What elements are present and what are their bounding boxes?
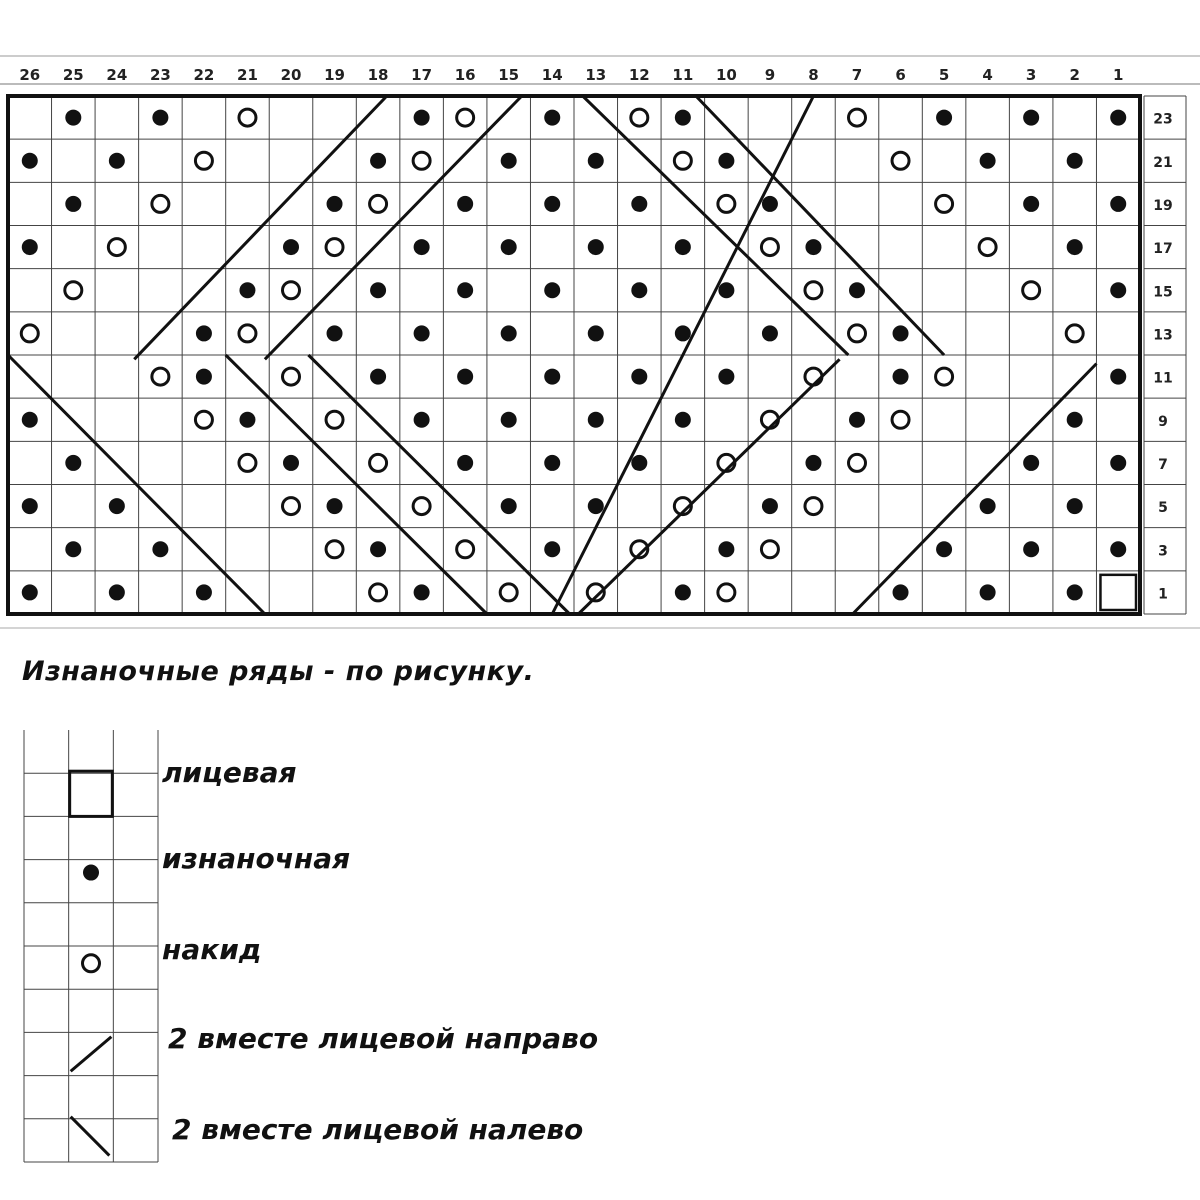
purl-dot — [631, 196, 647, 212]
yarn-over-circle — [239, 109, 256, 126]
yarn-over-circle — [761, 239, 778, 256]
purl-dot — [718, 541, 734, 557]
purl-dot — [22, 412, 38, 428]
purl-dot — [1067, 239, 1083, 255]
yarn-over-circle — [718, 195, 735, 212]
legend-label-yo: накид — [162, 933, 262, 966]
column-number: 24 — [106, 66, 128, 84]
purl-dot — [457, 282, 473, 298]
column-number: 13 — [585, 66, 607, 84]
purl-dot — [1110, 455, 1126, 471]
purl-dot — [501, 412, 517, 428]
row-number: 3 — [1158, 543, 1168, 560]
purl-dot — [109, 584, 125, 600]
purl-dot — [1023, 196, 1039, 212]
column-number: 23 — [149, 66, 171, 84]
column-number: 2 — [1069, 66, 1080, 84]
column-number: 11 — [672, 66, 694, 84]
decrease-diagonal — [265, 96, 522, 359]
purl-dot — [588, 239, 604, 255]
purl-dot — [588, 498, 604, 514]
purl-dot — [196, 584, 212, 600]
purl-dot — [631, 369, 647, 385]
yarn-over-circle — [152, 195, 169, 212]
yarn-over-circle — [108, 239, 125, 256]
purl-dot — [1110, 541, 1126, 557]
purl-dot — [327, 196, 343, 212]
purl-dot — [544, 110, 560, 126]
yarn-over-circle — [239, 325, 256, 342]
yarn-over-circle — [805, 368, 822, 385]
purl-dot — [1067, 498, 1083, 514]
purl-dot — [1110, 282, 1126, 298]
yarn-over-circle — [892, 152, 909, 169]
purl-dot — [327, 325, 343, 341]
purl-dot — [544, 455, 560, 471]
column-number: 18 — [367, 66, 389, 84]
purl-dot — [936, 110, 952, 126]
purl-dot — [414, 110, 430, 126]
legend-label-k2tog: 2 вместе лицевой направо — [168, 1022, 599, 1055]
purl-dot — [849, 412, 865, 428]
purl-dot — [718, 282, 734, 298]
column-number: 7 — [851, 66, 863, 84]
purl-dot — [1067, 412, 1083, 428]
yarn-over-circle — [979, 239, 996, 256]
purl-dot — [457, 369, 473, 385]
yarn-over-circle — [457, 109, 474, 126]
yarn-over-circle — [413, 152, 430, 169]
yarn-over-circle — [849, 109, 866, 126]
purl-dot — [501, 498, 517, 514]
row-number: 5 — [1158, 500, 1168, 517]
yarn-over-circle — [21, 325, 38, 342]
purl-dot — [980, 498, 996, 514]
purl-dot — [414, 584, 430, 600]
purl-dot — [414, 412, 430, 428]
column-number: 19 — [324, 66, 345, 84]
purl-dot — [849, 282, 865, 298]
purl-dot — [980, 584, 996, 600]
column-number: 26 — [19, 66, 41, 84]
purl-dot — [936, 541, 952, 557]
column-number: 10 — [715, 66, 737, 84]
yarn-over-circle — [413, 498, 430, 515]
row-number: 15 — [1153, 284, 1173, 301]
purl-dot — [239, 412, 255, 428]
column-number: 8 — [808, 66, 819, 84]
purl-dot — [631, 455, 647, 471]
purl-dot — [501, 325, 517, 341]
purl-dot — [22, 498, 38, 514]
row-number: 7 — [1158, 456, 1168, 473]
purl-dot — [544, 369, 560, 385]
column-number: 15 — [498, 66, 520, 84]
purl-dot — [893, 369, 909, 385]
purl-dot — [1023, 110, 1039, 126]
row-number: 1 — [1158, 586, 1168, 603]
row-number: 23 — [1153, 111, 1173, 128]
purl-dot — [370, 541, 386, 557]
yarn-over-circle — [761, 541, 778, 558]
yarn-over-circle — [936, 368, 953, 385]
column-number: 6 — [895, 66, 906, 84]
row-number: 13 — [1153, 327, 1173, 344]
column-number: 3 — [1025, 66, 1037, 84]
yarn-over-circle — [805, 498, 822, 515]
purl-dot — [805, 455, 821, 471]
yarn-over-circle — [500, 584, 517, 601]
row-number: 11 — [1153, 370, 1173, 387]
purl-dot — [675, 412, 691, 428]
purl-dot — [762, 498, 778, 514]
yarn-over-circle — [65, 282, 82, 299]
purl-dot — [196, 369, 212, 385]
purl-dot — [414, 325, 430, 341]
purl-dot — [283, 239, 299, 255]
purl-dot — [544, 282, 560, 298]
column-number: 1 — [1113, 66, 1124, 84]
purl-dot — [588, 325, 604, 341]
purl-dot — [22, 584, 38, 600]
slash-left-icon — [71, 1117, 110, 1156]
legend-label-ssk: 2 вместе лицевой налево — [172, 1113, 584, 1146]
purl-dot — [370, 369, 386, 385]
purl-dot — [327, 498, 343, 514]
yarn-over-circle — [239, 454, 256, 471]
decrease-diagonal — [853, 364, 1097, 614]
column-number: 20 — [280, 66, 302, 84]
purl-dot — [675, 584, 691, 600]
purl-dot — [1110, 110, 1126, 126]
decrease-diagonal — [134, 96, 387, 359]
column-number: 25 — [62, 66, 84, 84]
purl-dot — [501, 153, 517, 169]
purl-dot — [65, 455, 81, 471]
purl-dot — [1023, 455, 1039, 471]
column-number: 22 — [193, 66, 215, 84]
column-number: 17 — [411, 66, 433, 84]
purl-dot — [544, 541, 560, 557]
purl-dot — [1023, 541, 1039, 557]
yarn-over-circle — [152, 368, 169, 385]
purl-dot — [370, 153, 386, 169]
column-number: 21 — [237, 66, 258, 84]
row-number: 21 — [1153, 154, 1173, 171]
purl-dot — [1110, 369, 1126, 385]
purl-dot — [283, 455, 299, 471]
purl-dot — [196, 325, 212, 341]
yarn-over-circle — [457, 541, 474, 558]
purl-dot — [544, 196, 560, 212]
wrong-side-note: Изнаночные ряды - по рисунку. — [22, 656, 535, 687]
column-number: 12 — [628, 66, 650, 84]
purl-dot — [805, 239, 821, 255]
purl-dot — [370, 282, 386, 298]
yarn-over-circle — [326, 541, 343, 558]
legend-label-knit: лицевая — [162, 756, 297, 789]
yarn-over-circle — [195, 411, 212, 428]
yarn-over-circle — [892, 411, 909, 428]
purl-dot — [893, 584, 909, 600]
purl-dot — [501, 239, 517, 255]
purl-dot — [1067, 153, 1083, 169]
purl-dot — [457, 455, 473, 471]
purl-dot — [109, 498, 125, 514]
yarn-over-circle — [283, 498, 300, 515]
purl-dot — [152, 541, 168, 557]
purl-dot — [1110, 196, 1126, 212]
yarn-over-circle — [631, 109, 648, 126]
yarn-over-circle — [805, 282, 822, 299]
knit-square — [1100, 575, 1136, 610]
purl-dot — [762, 196, 778, 212]
yarn-over-circle — [1023, 282, 1040, 299]
row-number: 17 — [1153, 241, 1173, 258]
column-number: 9 — [764, 66, 776, 84]
yarn-over-circle — [326, 239, 343, 256]
purl-dot — [675, 239, 691, 255]
yarn-over-circle — [283, 368, 300, 385]
purl-dot — [22, 153, 38, 169]
purl-dot — [675, 325, 691, 341]
purl-dot — [414, 239, 430, 255]
purl-dot — [109, 153, 125, 169]
purl-dot — [675, 110, 691, 126]
purl-dot — [152, 110, 168, 126]
yarn-over-circle — [370, 454, 387, 471]
yarn-over-circle — [718, 584, 735, 601]
filled-dot-icon — [83, 865, 99, 881]
purl-dot — [239, 282, 255, 298]
yarn-over-circle — [370, 195, 387, 212]
legend-label-purl: изнаночная — [162, 842, 351, 875]
yarn-over-circle — [326, 411, 343, 428]
yarn-over-circle — [674, 152, 691, 169]
purl-dot — [980, 153, 996, 169]
row-number: 19 — [1153, 197, 1173, 214]
yarn-over-circle — [195, 152, 212, 169]
purl-dot — [588, 153, 604, 169]
column-number: 4 — [982, 66, 993, 84]
purl-dot — [457, 196, 473, 212]
purl-dot — [893, 325, 909, 341]
purl-dot — [65, 541, 81, 557]
column-number: 16 — [454, 66, 476, 84]
yarn-over-circle — [849, 325, 866, 342]
purl-dot — [588, 412, 604, 428]
purl-dot — [22, 239, 38, 255]
column-number: 5 — [938, 66, 950, 84]
purl-dot — [65, 110, 81, 126]
yarn-over-circle — [849, 454, 866, 471]
open-circle-icon — [83, 955, 100, 972]
purl-dot — [1067, 584, 1083, 600]
yarn-over-circle — [936, 195, 953, 212]
row-number: 9 — [1158, 413, 1168, 430]
purl-dot — [718, 153, 734, 169]
purl-dot — [718, 369, 734, 385]
yarn-over-circle — [370, 584, 387, 601]
yarn-over-circle — [1066, 325, 1083, 342]
purl-dot — [65, 196, 81, 212]
yarn-over-circle — [283, 282, 300, 299]
slash-right-icon — [71, 1037, 112, 1072]
empty-square-icon — [70, 771, 113, 816]
column-number: 14 — [541, 66, 563, 84]
purl-dot — [762, 325, 778, 341]
purl-dot — [631, 282, 647, 298]
